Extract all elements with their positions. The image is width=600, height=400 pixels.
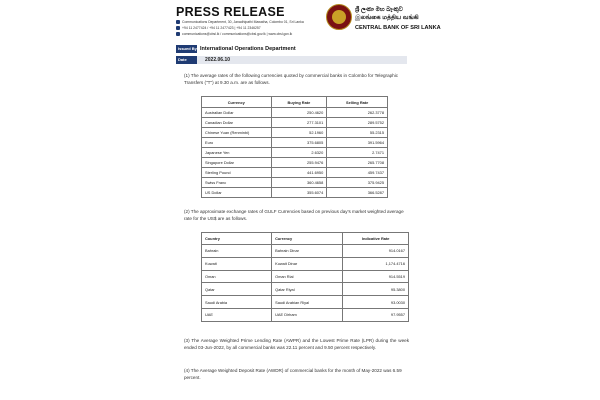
bank-name-tamil: இலங்கை மத்திய வங்கி — [355, 15, 419, 21]
indicative-rate-cell: 914.5519 — [343, 270, 409, 283]
currency-cell: Australian Dollar — [202, 108, 272, 118]
table-row — [202, 148, 388, 158]
rates-intro: (1) The average rates of the following currencies quoted by commercial banks in Colombo for Telegraphic Transfers ("T") at 9.30 a.m. are as follows. — [184, 73, 399, 85]
currency-cell: Canadian Dollar — [202, 118, 272, 128]
country-cell: UAE — [202, 308, 272, 321]
mail-icon — [176, 32, 180, 36]
currency-cell: Japanese Yen — [202, 148, 272, 158]
selling-rate-cell: 262.3778 — [327, 108, 388, 118]
table-row — [202, 108, 388, 118]
contact-email — [176, 31, 336, 37]
buying-rate-cell: 250.4620 — [271, 108, 327, 118]
country-cell: Qatar — [202, 283, 272, 296]
table-row — [202, 118, 388, 128]
country-cell: Kuwait — [202, 257, 272, 270]
date-label: Date — [176, 56, 197, 64]
currency-cell: Singapore Dollar — [202, 158, 272, 168]
currency-cell: Chinese Yuan (Renminbi) — [202, 128, 272, 138]
indicative-rate-cell: 914.0167 — [343, 245, 409, 258]
buying-rate-cell: 2.6320 — [271, 148, 327, 158]
country-cell: Bahrain — [202, 245, 272, 258]
phone-icon — [176, 26, 180, 30]
buying-rate-cell: 375.6805 — [271, 138, 327, 148]
bank-name-sinhala: ශ්‍රී ලංකා මහ බැංකුව — [355, 7, 403, 13]
indicative-rate-cell: 93.0030 — [343, 296, 409, 309]
document-page — [168, 0, 441, 400]
selling-rate-cell: 391.5964 — [327, 138, 388, 148]
currency-cell: Saudi Arabian Riyal — [272, 296, 343, 309]
buying-rate-cell: 277.3101 — [271, 118, 327, 128]
contact-address-text: Communications Department, 30, Janadhipathi Mawatha, Colombo 01, Sri Lanka — [182, 20, 304, 24]
awpr-paragraph: (3) The Average Weighted Prime Lending Rate (AWPR) and the Lowest Prime Rate (LPR) during the week ended 03-Jun-2022, by all commercial banks was 22.11 percent and 9.50 percent respectively. — [184, 338, 409, 350]
currency-cell: US Dollar — [202, 188, 272, 198]
currency-cell: Qatar Riyal — [272, 283, 343, 296]
issued-by-row — [176, 45, 296, 53]
currency-cell: Bahrain Dinar — [272, 245, 343, 258]
gulf-intro: (2) The approximate exchange rates of GULF Currencies based on previous day's market weighted average rate for the US$ are as follows. — [184, 209, 404, 221]
table-row — [202, 158, 388, 168]
table-header-row — [202, 97, 388, 108]
date-row — [176, 56, 407, 64]
table-row — [202, 138, 388, 148]
currency-cell: Euro — [202, 138, 272, 148]
header-country: Country — [202, 233, 272, 245]
indicative-rate-cell: 97.9557 — [343, 308, 409, 321]
table-row — [202, 178, 388, 188]
buying-rate-cell: 355.6074 — [271, 188, 327, 198]
bank-name-english: CENTRAL BANK OF SRI LANKA — [355, 25, 441, 31]
exchange-rates-table — [201, 96, 388, 198]
selling-rate-cell: 366.5287 — [327, 188, 388, 198]
header-buying-rate: Buying Rate — [271, 97, 327, 108]
table-row — [202, 270, 409, 283]
table-row — [202, 308, 409, 321]
seal-center — [332, 10, 346, 24]
country-cell: Saudi Arabia — [202, 296, 272, 309]
selling-rate-cell: 2.7471 — [327, 148, 388, 158]
currency-cell: Oman Rial — [272, 270, 343, 283]
issued-by-label: Issued By — [178, 46, 197, 51]
table-row — [202, 128, 388, 138]
building-icon — [176, 20, 180, 24]
currency-cell: Kuwait Dinar — [272, 257, 343, 270]
table-header-row — [202, 233, 409, 245]
issued-by-value: International Operations Department — [200, 46, 296, 52]
contact-email-text: communications@cbsl.lk / communications@cbsl.gov.lk | www.cbsl.gov.lk — [182, 32, 293, 36]
date-bar — [197, 56, 407, 64]
contact-phone-text: +94 11 2477424 / +94 11 2477423 | +94 11 2346257 — [182, 26, 261, 30]
central-bank-seal-icon — [326, 4, 352, 30]
currency-cell: UAE Dirham — [272, 308, 343, 321]
gulf-rates-table — [201, 232, 409, 322]
currency-cell: Swiss Franc — [202, 178, 272, 188]
table-row — [202, 168, 388, 178]
selling-rate-cell: 55.2315 — [327, 128, 388, 138]
table-row — [202, 188, 388, 198]
header-indicative-rate: Indicative Rate — [343, 233, 409, 245]
selling-rate-cell: 459.7437 — [327, 168, 388, 178]
page-title: PRESS RELEASE — [176, 5, 285, 19]
contact-block — [176, 19, 336, 37]
selling-rate-cell: 265.7708 — [327, 158, 388, 168]
indicative-rate-cell: 1,174.4716 — [343, 257, 409, 270]
table-row — [202, 296, 409, 309]
header-selling-rate: Selling Rate — [327, 97, 388, 108]
table-row — [202, 245, 409, 258]
buying-rate-cell: 255.9476 — [271, 158, 327, 168]
header-currency: Currency — [202, 97, 272, 108]
indicative-rate-cell: 95.3800 — [343, 283, 409, 296]
country-cell: Oman — [202, 270, 272, 283]
table-row — [202, 283, 409, 296]
buying-rate-cell: 441.6950 — [271, 168, 327, 178]
date-value: 2022.06.10 — [205, 57, 231, 63]
buying-rate-cell: 52.1960 — [271, 128, 327, 138]
selling-rate-cell: 289.5752 — [327, 118, 388, 128]
table-row — [202, 257, 409, 270]
awdr-paragraph: (4) The Average Weighted Deposit Rate (AWDR) of commercial banks for the month of May-2022 was 6.59 percent. — [184, 368, 402, 380]
currency-cell: Sterling Pound — [202, 168, 272, 178]
header-currency: Currency — [272, 233, 343, 245]
buying-rate-cell: 360.4658 — [271, 178, 327, 188]
selling-rate-cell: 375.9425 — [327, 178, 388, 188]
